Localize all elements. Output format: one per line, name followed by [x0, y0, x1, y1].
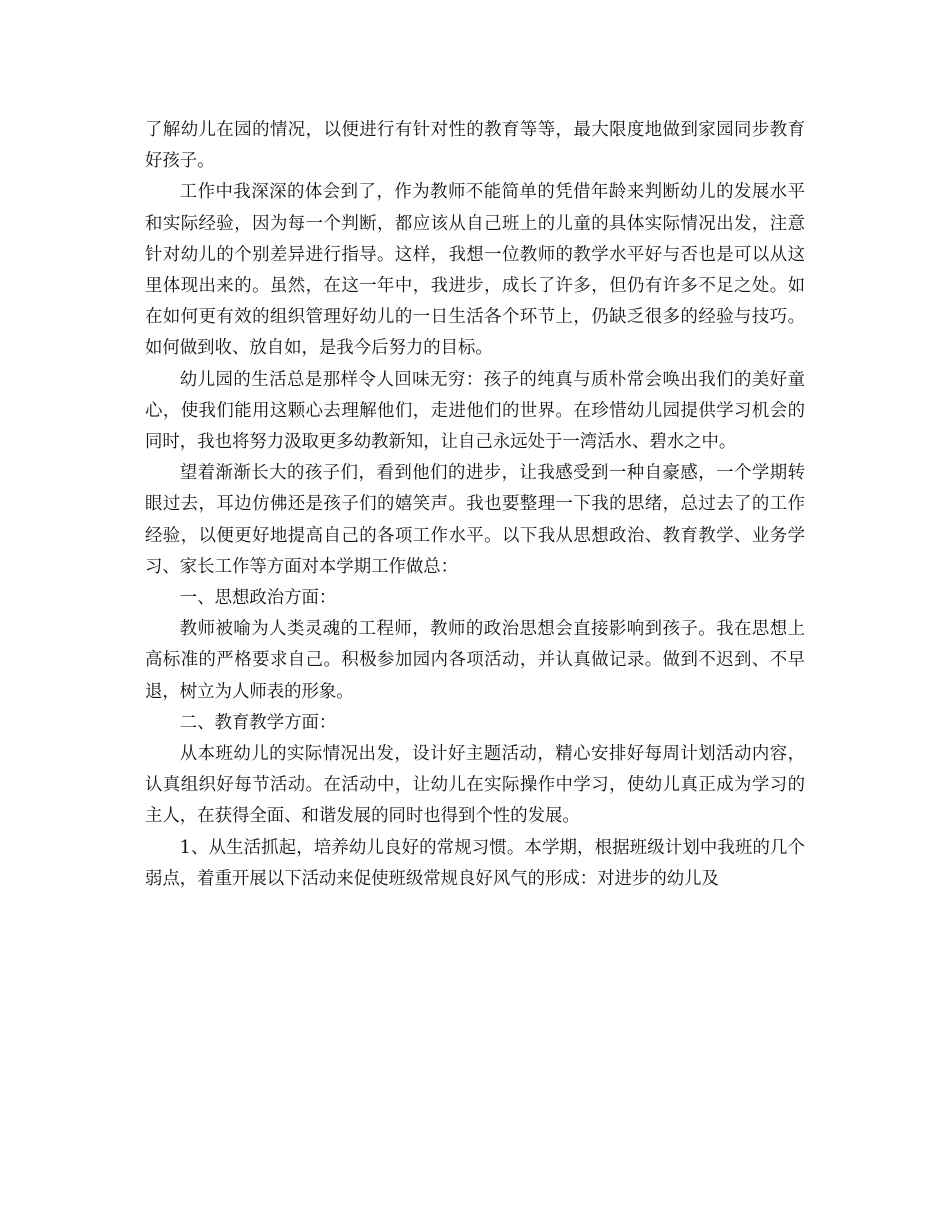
- paragraph-9: 1、从生活抓起，培养幼儿良好的常规习惯。本学期，根据班级计划中我班的几个弱点，着重开展以下活动来促使班级常规良好风气的形成：对进步的幼儿及: [145, 837, 805, 889]
- section-heading-political: 一、思想政治方面：: [179, 588, 337, 609]
- paragraph-4: 望着渐渐长大的孩子们，看到他们的进步，让我感受到一种自豪感，一个学期转眼过去，耳边仿佛还是孩子们的嬉笑声。我也要整理一下我的思绪，总过去了的工作经验，以便更好地提高自己的各项工作水平。以下我从思想政治、教育教学、业务学习、家长工作等方面对本学期工作做总：: [145, 463, 805, 577]
- document-body: [145, 115, 805, 895]
- paragraph-6: 教师被喻为人类灵魂的工程师，教师的政治思想会直接影响到孩子。我在思想上高标准的严格要求自己。积极参加园内各项活动，并认真做记录。做到不迟到、不早退，树立为人师表的形象。: [145, 619, 805, 702]
- paragraph-8: 从本班幼儿的实际情况出发，设计好主题活动，精心安排好每周计划活动内容，认真组织好每节活动。在活动中，让幼儿在实际操作中学习，使幼儿真正成为学习的主人，在获得全面、和谐发展的同时也得到个性的发展。: [145, 744, 805, 827]
- paragraph-2: 工作中我深深的体会到了，作为教师不能简单的凭借年龄来判断幼儿的发展水平和实际经验，因为每一个判断，都应该从自己班上的儿童的具体实际情况出发，注意针对幼儿的个别差异进行指导。这样，我想一位教师的教学水平好与否也是可以从这里体现出来的。虽然，在这一年中，我进步，成长了许多，但仍有许多不足之处。如在如何更有效的组织管理好幼儿的一日生活各个环节上，仍缺乏很多的经验与技巧。如何做到收、放自如，是我今后努力的目标。: [145, 182, 805, 359]
- paragraph-1: 了解幼儿在园的情况，以便进行有针对性的教育等等，最大限度地做到家园同步教育好孩子。: [145, 120, 805, 172]
- section-heading-teaching: 二、教育教学方面：: [179, 712, 337, 733]
- paragraph-3: 幼儿园的生活总是那样令人回味无穷：孩子的纯真与质朴常会唤出我们的美好童心，使我们能用这颗心去理解他们，走进他们的世界。在珍惜幼儿园提供学习机会的同时，我也将努力汲取更多幼教新知，让自己永远处于一湾活水、碧水之中。: [145, 369, 805, 453]
